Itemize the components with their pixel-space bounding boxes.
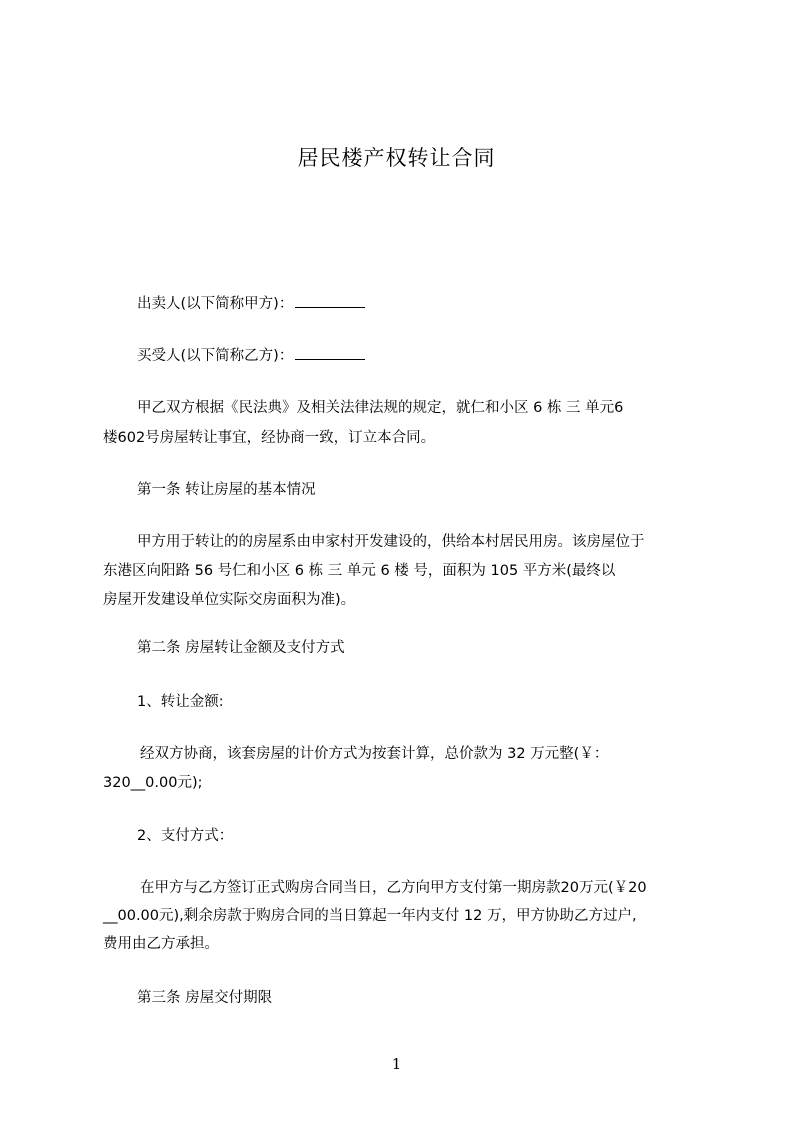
item1-line-1: 经双方协商，该套房屋的计价方式为按套计算，总价款为 32 万元整(￥： — [140, 746, 609, 762]
seller-blank — [295, 293, 365, 308]
seller-label: 出卖人(以下简称甲方)： — [137, 296, 294, 312]
contract-title: 居民楼产权转让合同 — [297, 146, 496, 170]
buyer-blank — [295, 345, 365, 360]
seller-line — [137, 293, 365, 314]
item1-line-2: 320__0.00元); — [103, 775, 203, 791]
article1-line-2: 东港区向阳路 56 号仁和小区 6 栋 三 单元 6 楼 号，面积为 105 平方米(最终以 — [103, 563, 616, 579]
article1-line-3: 房屋开发建设单位实际交房面积为准)。 — [103, 592, 356, 608]
article3-heading: 第三条 房屋交付期限 — [137, 990, 273, 1006]
article1-line-1: 甲方用于转让的的房屋系由申家村开发建设的，供给本村居民用房。该房屋位于 — [137, 534, 645, 550]
article2-heading: 第二条 房屋转让金额及支付方式 — [137, 640, 345, 656]
buyer-line — [137, 345, 365, 366]
item2-line-2: __00.00元),剩余房款于购房合同的当日算起一年内支付 12 万，甲方协助乙方过户, — [103, 908, 637, 924]
item1-heading: 1、转让金额: — [137, 694, 224, 710]
intro-line-2: 楼602号房屋转让事宜，经协商一致，订立本合同。 — [103, 430, 436, 446]
article1-heading: 第一条 转让房屋的基本情况 — [137, 482, 316, 498]
page-number: 1 — [391, 1055, 402, 1073]
buyer-label: 买受人(以下简称乙方)： — [137, 348, 294, 364]
intro-line-1: 甲乙双方根据《民法典》及相关法律法规的规定，就仁和小区 6 栋 三 单元6 — [137, 400, 624, 416]
item2-line-3: 费用由乙方承担。 — [103, 936, 219, 952]
item2-line-1: 在甲方与乙方签订正式购房合同当日，乙方向甲方支付第一期房款20万元(￥20 — [140, 880, 647, 896]
item2-heading: 2、支付方式： — [137, 828, 234, 844]
